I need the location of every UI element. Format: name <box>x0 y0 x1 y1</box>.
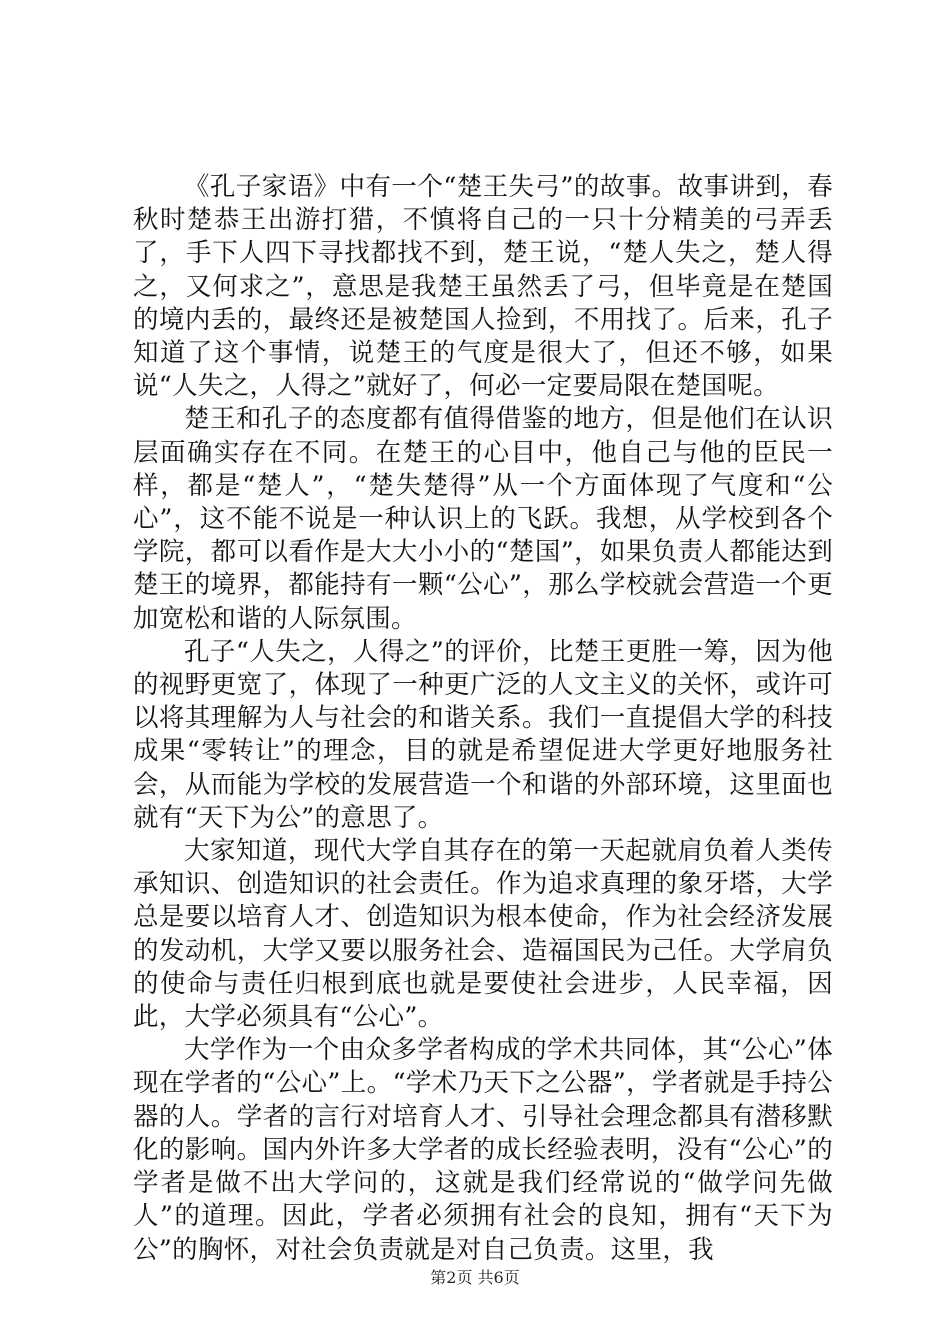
paragraph-3: 孔子“人失之，人得之”的评价，比楚王更胜一筹，因为他的视野更宽了，体现了一种更广泛的人文主义的关怀，或许可以将其理解为人与社会的和谐关系。我们一直提倡大学的科技成果“零转让”的理念，目的就是希望促进大学更好地服务社会，从而能为学校的发展营造一个和谐的外部环境，这里面也就有“天下为公”的意思了。 <box>133 636 833 833</box>
page-footer: 第2页 共6页 <box>430 1268 520 1287</box>
paragraph-2: 楚王和孔子的态度都有值得借鉴的地方，但是他们在认识层面确实存在不同。在楚王的心目中，他自己与他的臣民一样，都是“楚人”，“楚失楚得”从一个方面体现了气度和“公心”，这不能不说是一种认识上的飞跃。我想，从学校到各个学院，都可以看作是大大小小的“楚国”，如果负责人都能达到楚王的境界，都能持有一颗“公心”，那么学校就会营造一个更加宽松和谐的人际氛围。 <box>133 404 833 634</box>
paragraph-4: 大家知道，现代大学自其存在的第一天起就肩负着人类传承知识、创造知识的社会责任。作为追求真理的象牙塔，大学总是要以培育人才、创造知识为根本使命，作为社会经济发展的发动机，大学又要以服务社会、造福国民为己任。大学肩负的使命与责任归根到底也就是要使社会进步，人民幸福，因此，大学必须具有“公心”。 <box>133 836 833 1033</box>
paragraph-5: 大学作为一个由众多学者构成的学术共同体，其“公心”体现在学者的“公心”上。“学术乃天下之公器”，学者就是手持公器的人。学者的言行对培育人才、引导社会理念都具有潜移默化的影响。国内外许多大学者的成长经验表明，没有“公心”的学者是做不出大学问的，这就是我们经常说的“做学问先做人”的道理。因此，学者必须拥有社会的良知，拥有“天下为公”的胸怀，对社会负责就是对自己负责。这里，我 <box>133 1035 833 1265</box>
document-body <box>133 171 833 1267</box>
paragraph-1: 《孔子家语》中有一个“楚王失弓”的故事。故事讲到，春秋时楚恭王出游打猎，不慎将自己的一只十分精美的弓弄丢了，手下人四下寻找都找不到，楚王说，“楚人失之，楚人得之，又何求之”，意思是我楚王虽然丢了弓，但毕竟是在楚国的境内丢的，最终还是被楚国人捡到，不用找了。后来，孔子知道了这个事情，说楚王的气度是很大了，但还不够，如果说“人失之，人得之”就好了，何必一定要局限在楚国呢。 <box>133 172 833 402</box>
